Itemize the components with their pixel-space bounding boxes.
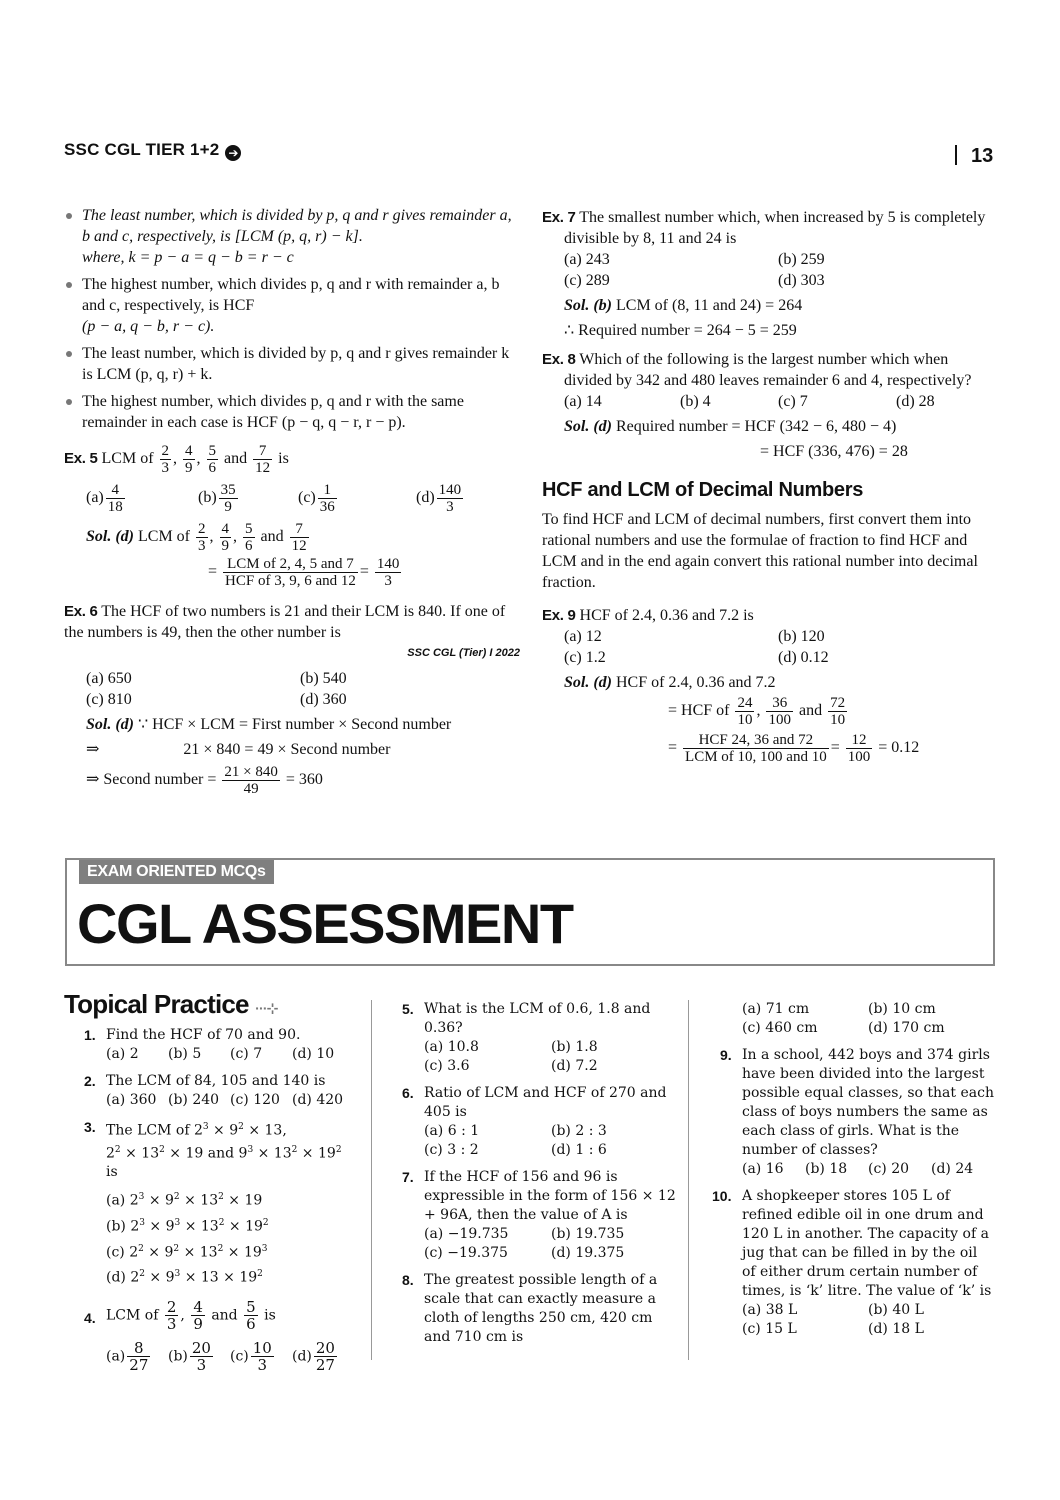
question-8: 8. The greatest possible length of a scale that can exactly measure a cloth of lengths 250 cm, 420 cm and 710 cm is	[402, 1272, 658, 1345]
example-5-solution: Sol. (d) LCM of $\frac{2}{3}$ , $\frac{4}{9}$ , $\frac{5}{6}$ and $\frac{7}{12}$	[86, 521, 307, 554]
example-9-options: (a) 12 (b) 120 (c) 1.2 (d) 0.12	[564, 628, 829, 666]
question-1: 1. Find the HCF of 70 and 90. (a) 2 (b) 5 (c) 7 (d) 10	[84, 1027, 335, 1062]
banner-title: CGL ASSESSMENT	[77, 892, 573, 955]
example-6-solution: Sol. (d) ∵ HCF × LCM = First number × Second number	[86, 716, 452, 733]
question-5: 5. What is the LCM of 0.6, 1.8 and 0.36? (a) 10.8 (b) 1.8 (c) 3.6 (d) 7.2	[402, 1001, 651, 1074]
mcq-column-1	[64, 989, 354, 1381]
mcq-column-2	[402, 1000, 678, 1355]
question-8-options: (a) 71 cm (b) 10 cm (c) 460 cm (d) 170 cm	[742, 1001, 945, 1036]
example-5: Ex. 5 LCM of $\frac{2}{3}$ , $\frac{4}{9}$ , $\frac{5}{6}$ and $\frac{7}{12}$ is	[64, 443, 289, 476]
header-title: SSC CGL TIER 1+2	[64, 140, 220, 159]
example-8-options: (a) 14 (b) 4 (c) 7 (d) 28	[564, 393, 935, 410]
example-5-options: (a) $\frac{4}{18}$ (b) $\frac{35}{9}$ (c) $\frac{1}{36}$ (d) $\frac{140}{3}$	[86, 482, 462, 515]
section-text: To find HCF and LCM of decimal numbers, first convert them into rational numbers and use the formulae of fraction to find HCF and LCM and in the end again convert this rational number into decimal fraction.	[542, 511, 978, 591]
left-column: The least number, which is divided by p, q and r gives remainder a, b and c, respectively, is [LCM (p, q, r) − k]. where, k = p − a = q − b = r − c The highest number, which divides p, q and r with remainder a, b and c, respectively, is HCF (p − a, q − b, r − c). The least number, which is divided by p, q and r gives remainder k is LCM (p, q, r) + k. The highest number, which divides p, q and r with the same remainder in each case is HCF (p − q, q − r, r − p). Ex. 5 LCM of $\frac{2}{3}$ , $\frac{4}{9}$ , $\frac{5}{6}$ and $\frac{7}{12}$ is (a) $\frac{4}{18}$ (b) $\frac{35}{9}$ (c) $\frac{1}{36}$ (d) $\frac{140}{3}$ Sol. (d) LCM of $\frac{2}{3}$ , $\frac{4}{9}$ , $\frac{5}{6}$ and $\frac{7}{12}$ = $\frac{\text{LCM of 2, 4, 5 and 7}}{\text{HCF of 3, 9, 6 and 12}}$ = $\frac{140}{3}$ Ex. 6 The HCF of two numbers is 21 and their LCM is 840. If one of the numbers is 49, then the other number is SSC CGL (Tier) I 2022 (a) 650 (b) 540 (c) 810 (d) 360 Sol. (d) ∵ HCF × LCM = First number × Second number ⇒ 21 × 840 = 49 × Second number ⇒ Second number = $\frac{21 \times 840}{49}$ = 360	[64, 207, 520, 797]
example-6-options: (a) 650 (b) 540 (c) 810 (d) 360	[86, 670, 347, 708]
example-6: Ex. 6 The HCF of two numbers is 21 and their LCM is 840. If one of the numbers is 49, then the other number is	[64, 603, 506, 641]
banner-tag: EXAM ORIENTED MCQs	[79, 860, 274, 884]
right-column: Ex. 7 The smallest number which, when increased by 5 is completely divisible by 8, 11 and 24 is (a) 243 (b) 259 (c) 289 (d) 303 Sol. (b) LCM of (8, 11 and 24) = 264 ∴ Required number = 264 − 5 = 259 Ex. 8 Which of the following is the largest number which when divided by 342 and 480 leaves remainder 6 and 4, respectively? (a) 14 (b) 4 (c) 7 (d) 28 Sol. (d) Required number = HCF (342 − 6, 480 − 4) = HCF (336, 476) = 28 HCF and LCM of Decimal Numbers To find HCF and LCM of decimal numbers, first convert them into rational numbers and use the formulae of fraction to find HCF and LCM and in the end again convert this rational number into decimal fraction. Ex. 9 HCF of 2.4, 0.36 and 7.2 is (a) 12 (b) 120 (c) 1.2 (d) 0.12 Sol. (d) HCF of 2.4, 0.36 and 7.2 = HCF of $\frac{24}{10}$ , $\frac{36}{100}$ and $\frac{72}{10}$ = $\frac{\text{HCF 24, 36 and 72}}{\text{LCM of 10, 100 and 10}}$ = $\frac{12}{100}$ = 0.12	[542, 207, 997, 765]
example-7-options: (a) 243 (b) 259 (c) 289 (d) 303	[564, 251, 825, 289]
rule-bullet: The least number, which is divided by p, q and r gives remainder k is LCM (p, q, r) + k.	[64, 343, 520, 385]
rule-bullet: The highest number, which divides p, q and r with the same remainder in each case is HCF (p − q, q − r, r − p).	[64, 391, 520, 433]
rule-bullet: The highest number, which divides p, q and r with remainder a, b and c, respectively, is HCF (p − a, q − b, r − c).	[64, 274, 520, 337]
rule-bullet: The least number, which is divided by p, q and r gives remainder a, b and c, respectively, is [LCM (p, q, r) − k]. where, k = p − a = q − b = r − c	[64, 205, 520, 268]
topical-practice-heading: Topical Practice ···⊹	[64, 989, 278, 1019]
example-7: Ex. 7 The smallest number which, when increased by 5 is completely divisible by 8, 11 and 24 is	[542, 209, 986, 247]
running-header	[64, 140, 241, 161]
example-9: Ex. 9 HCF of 2.4, 0.36 and 7.2 is	[542, 607, 754, 624]
example-8: Ex. 8 Which of the following is the largest number which when divided by 342 and 480 leaves remainder 6 and 4, respectively?	[542, 351, 972, 389]
section-heading: HCF and LCM of Decimal Numbers	[542, 479, 864, 501]
question-6: 6. Ratio of LCM and HCF of 270 and 405 is (a) 6 : 1 (b) 2 : 3 (c) 3 : 2 (d) 1 : 6	[402, 1085, 667, 1158]
question-2: 2. The LCM of 84, 105 and 140 is (a) 360 (b) 240 (c) 120 (d) 420	[84, 1073, 344, 1108]
source-note: SSC CGL (Tier) I 2022	[407, 647, 520, 659]
question-4: 4. LCM of $\frac{2}{3}$ , $\frac{4}{9}$ and $\frac{5}{6}$ is (a) $\frac{8}{27}$ (b) $\frac{20}{3}$ (c) $\frac{10}{3}$ (d) $\frac{20}{27}$	[84, 1297, 335, 1374]
question-9: 9. In a school, 442 boys and 374 girls have been divided into the largest possible equal classes, so that each class of boys numbers the same as each class of girls. What is the number of classes? (a) 16 (b) 18 (c) 20 (d) 24	[720, 1047, 994, 1177]
arrow-right-icon: ➔	[225, 145, 241, 161]
question-10: 10. A shopkeeper stores 105 L of refined edible oil in one drum and 120 L in another. The capacity of a jug that can be filled in by the oil of either drum certain number of times, is ‘k’ litre. The value of ‘k’ is (a) 38 L (b) 40 L (c) 15 L (d) 18 L	[712, 1188, 992, 1337]
mcq-column-3	[712, 1000, 994, 1347]
question-3: 3. The LCM of $2^3 \times 9^2 \times 13$, $2^2 \times 13^2 \times 19$ and $9^3 \times 13^2 \times 19^2$ is (a) $2^3 \times 9^2 \times 13^2 \times 19$ (b) $2^3 \times 9^3 \times 13^2 \times 19^2$ (c) $2^2 \times 9^2 \times 13^2 \times 19^3$ (d) $2^2 \times 9^3 \times 13 \times 19^2$	[84, 1119, 342, 1286]
question-7: 7. If the HCF of 156 and 96 is expressible in the form of 156 × 12 + 96A, then the value of A is (a) −19.735 (b) 19.735 (c) −19.375 (d) 19.375	[402, 1169, 676, 1261]
assessment-banner	[65, 858, 995, 966]
page-number: 13	[955, 145, 993, 168]
